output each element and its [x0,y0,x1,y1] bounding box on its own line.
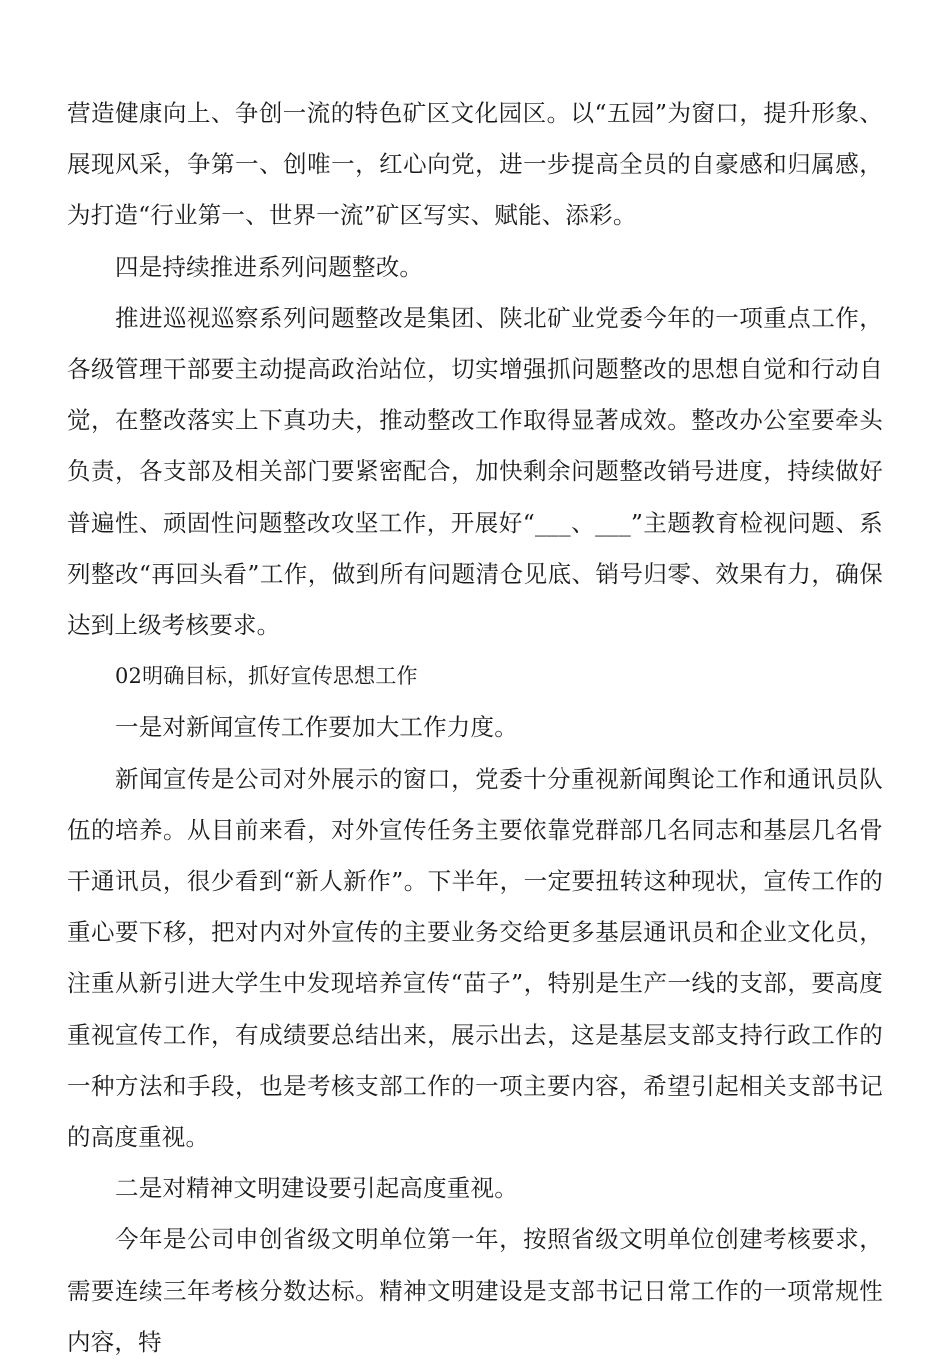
body-paragraph-spiritual-civilization: 今年是公司申创省级文明单位第一年，按照省级文明单位创建考核要求，需要连续三年考核分数达标。精神文明建设是支部书记日常工作的一项常规性内容，特 [67,1225,883,1356]
section-heading-news-publicity: 一是对新闻宣传工作要加大工作力度。 [115,713,518,742]
section-heading-02: 02明确目标，抓好宣传思想工作 [115,664,418,689]
document-body [67,88,883,1368]
body-paragraph-news-publicity: 新闻宣传是公司对外展示的窗口，党委十分重视新闻舆论工作和通讯员队伍的培养。从目前来看，对外宣传任务主要依靠党群部几名同志和基层几名骨干通讯员，很少看到“新人新作”。下半年，一定要扭转这种现状，宣传工作的重心要下移，把对内对外宣传的主要业务交给更多基层通讯员和企业文化员，注重从新引进大学生中发现培养宣传“苗子”，特别是生产一线的支部，要高度重视宣传工作，有成绩要总结出来，展示出去，这是基层支部支持行政工作的一种方法和手段，也是考核支部工作的一项主要内容，希望引起相关支部书记的高度重视。 [67,764,883,1152]
body-paragraph-continuation: 营造健康向上、争创一流的特色矿区文化园区。以“五园”为窗口，提升形象、展现风采，争第一、创唯一，红心向党，进一步提高全员的自豪感和归属感，为打造“行业第一、世界一流”矿区写实、赋能、添彩。 [67,99,883,230]
section-heading-rectification: 四是持续推进系列问题整改。 [115,252,424,281]
section-heading-spiritual-civilization: 二是对精神文明建设要引起高度重视。 [115,1174,518,1203]
body-paragraph-rectification: 推进巡视巡察系列问题整改是集团、陕北矿业党委今年的一项重点工作，各级管理干部要主动提高政治站位，切实增强抓问题整改的思想自觉和行动自觉，在整改落实上下真功夫，推动整改工作取得显著成效。整改办公室要牵头负责，各支部及相关部门要紧密配合，加快剩余问题整改销号进度，持续做好普遍性、顽固性问题整改攻坚工作，开展好“___、___”主题教育检视问题、系列整改“再回头看”工作，做到所有问题清仓见底、销号归零、效果有力，确保达到上级考核要求。 [67,303,883,640]
